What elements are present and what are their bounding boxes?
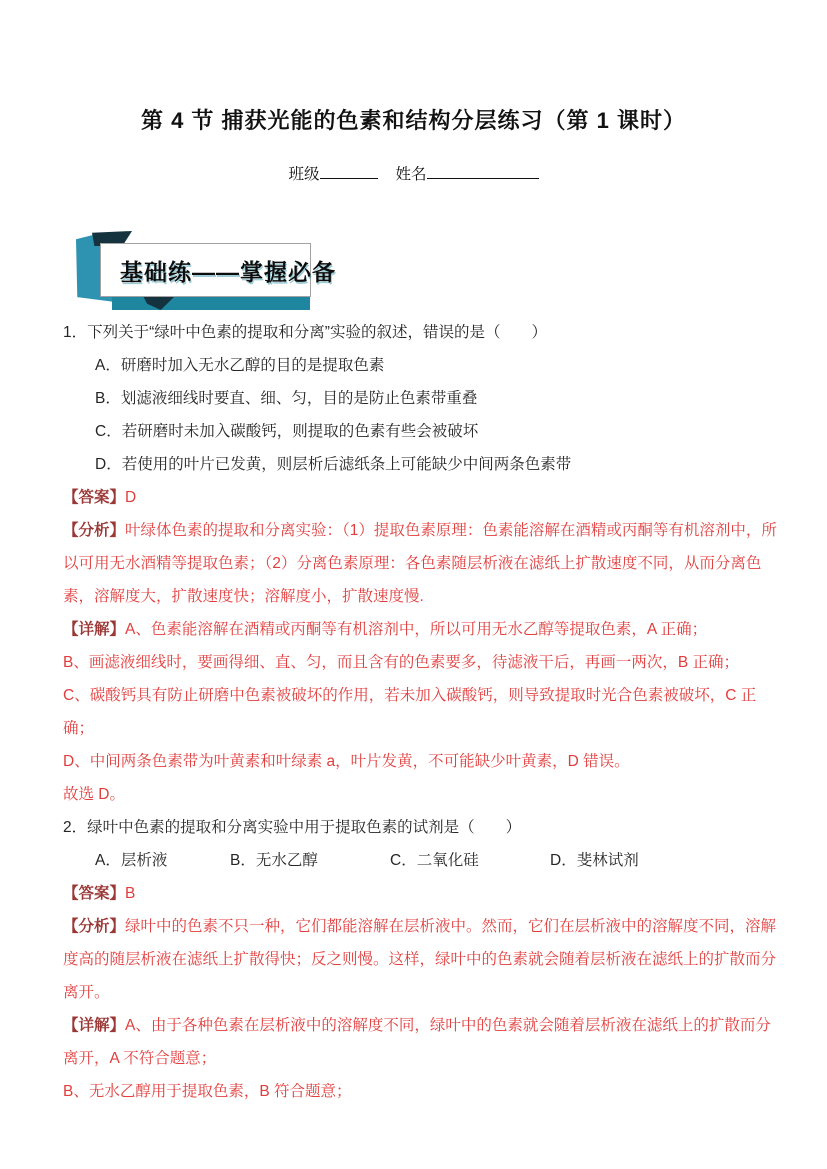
question-2-analysis <box>63 910 779 1009</box>
page-title: 第 4 节 捕获光能的色素和结构分层练习（第 1 课时） <box>140 108 687 133</box>
question-2-answer-line <box>63 877 779 910</box>
class-name-line <box>0 162 827 184</box>
question-1-detail-c: C、碳酸钙具有防止研磨中色素被破坏的作用，若未加入碳酸钙，则导致提取时光合色素被破坏，C 正确； <box>63 687 757 737</box>
question-2-option-d: D．斐林试剂 <box>550 852 639 869</box>
analysis-marker: 【分析】 <box>63 918 126 935</box>
question-2-stem: 2．绿叶中色素的提取和分离实验中用于提取色素的试剂是（ ） <box>63 819 522 836</box>
detail-marker: 【详解】 <box>63 621 126 638</box>
question-1-answer-line <box>63 481 779 514</box>
question-2-detail-a <box>63 1009 779 1075</box>
answer-marker: 【答案】 <box>63 885 126 902</box>
question-1-option-d: D．若使用的叶片已发黄，则层析后滤纸条上可能缺少中间两条色素带 <box>95 456 572 473</box>
detail-text-a: A、由于各种色素在层析液中的溶解度不同，绿叶中的色素就会随着层析液在滤纸上的扩散而分离开，A 不符合题意； <box>63 1017 771 1067</box>
banner-ribbon-bottom <box>112 296 310 310</box>
detail-text-a: A、色素能溶解在酒精或丙酮等有机溶剂中，所以可用无水乙醇等提取色素，A 正确； <box>125 621 708 638</box>
name-label: 姓名 <box>395 166 427 183</box>
banner-face <box>100 243 336 297</box>
question-1-option-b: B．划滤液细线时要直、细、匀，目的是防止色素带重叠 <box>95 390 478 407</box>
question-1-detail-b: B、画滤液细线时，要画得细、直、匀，而且含有的色素要多，待滤液干后，再画一两次，B 正确； <box>63 654 739 671</box>
analysis-text: 绿叶中的色素不只一种，它们都能溶解在层析液中。然而，它们在层析液中的溶解度不同，溶解度高的随层析液在滤纸上扩散得快；反之则慢。这样，绿叶中的色素就会随着层析液在滤纸上的扩散而分离开。 <box>63 918 777 1001</box>
detail-marker: 【详解】 <box>63 1017 126 1034</box>
question-2-option-b: B．无水乙醇 <box>230 852 318 869</box>
question-1-option-c: C．若研磨时未加入碳酸钙，则提取的色素有些会被破坏 <box>95 423 479 440</box>
answer-marker: 【答案】 <box>63 489 126 506</box>
question-1-conclusion: 故选 D。 <box>63 786 126 803</box>
question-2-options-row <box>63 844 779 877</box>
question-1-stem: 1．下列关于“绿叶中色素的提取和分离”实验的叙述，错误的是（ ） <box>63 324 547 341</box>
question-1-detail-a <box>63 613 779 646</box>
answer-value: B <box>125 885 136 902</box>
question-2-detail-b: B、无水乙醇用于提取色素，B 符合题意； <box>63 1083 352 1100</box>
name-blank-field <box>427 164 539 179</box>
section-banner <box>75 231 336 311</box>
analysis-text: 叶绿体色素的提取和分离实验：（1）提取色素原理：色素能溶解在酒精或丙酮等有机溶剂中，所以可用无水酒精等提取色素；（2）分离色素原理：各色素随层析液在滤纸上扩散速度不同，从而分离色素，溶解度大，扩散速度快；溶解度小，扩散速度慢. <box>63 522 777 605</box>
class-blank-field <box>320 164 378 179</box>
content <box>0 316 827 1108</box>
question-1-option-a: A．研磨时加入无水乙醇的目的是提取色素 <box>95 357 385 374</box>
question-2-option-a: A．层析液 <box>95 852 168 869</box>
answer-value: D <box>125 489 137 506</box>
question-1-detail-d: D、中间两条色素带为叶黄素和叶绿素 a，叶片发黄，不可能缺少叶黄素，D 错误。 <box>63 753 630 770</box>
question-2-option-c: C．二氧化硅 <box>390 852 479 869</box>
analysis-marker: 【分析】 <box>63 522 126 539</box>
class-label: 班级 <box>288 166 320 183</box>
question-1-analysis <box>63 514 779 613</box>
banner-title: 基础练——掌握必备 <box>120 258 336 285</box>
